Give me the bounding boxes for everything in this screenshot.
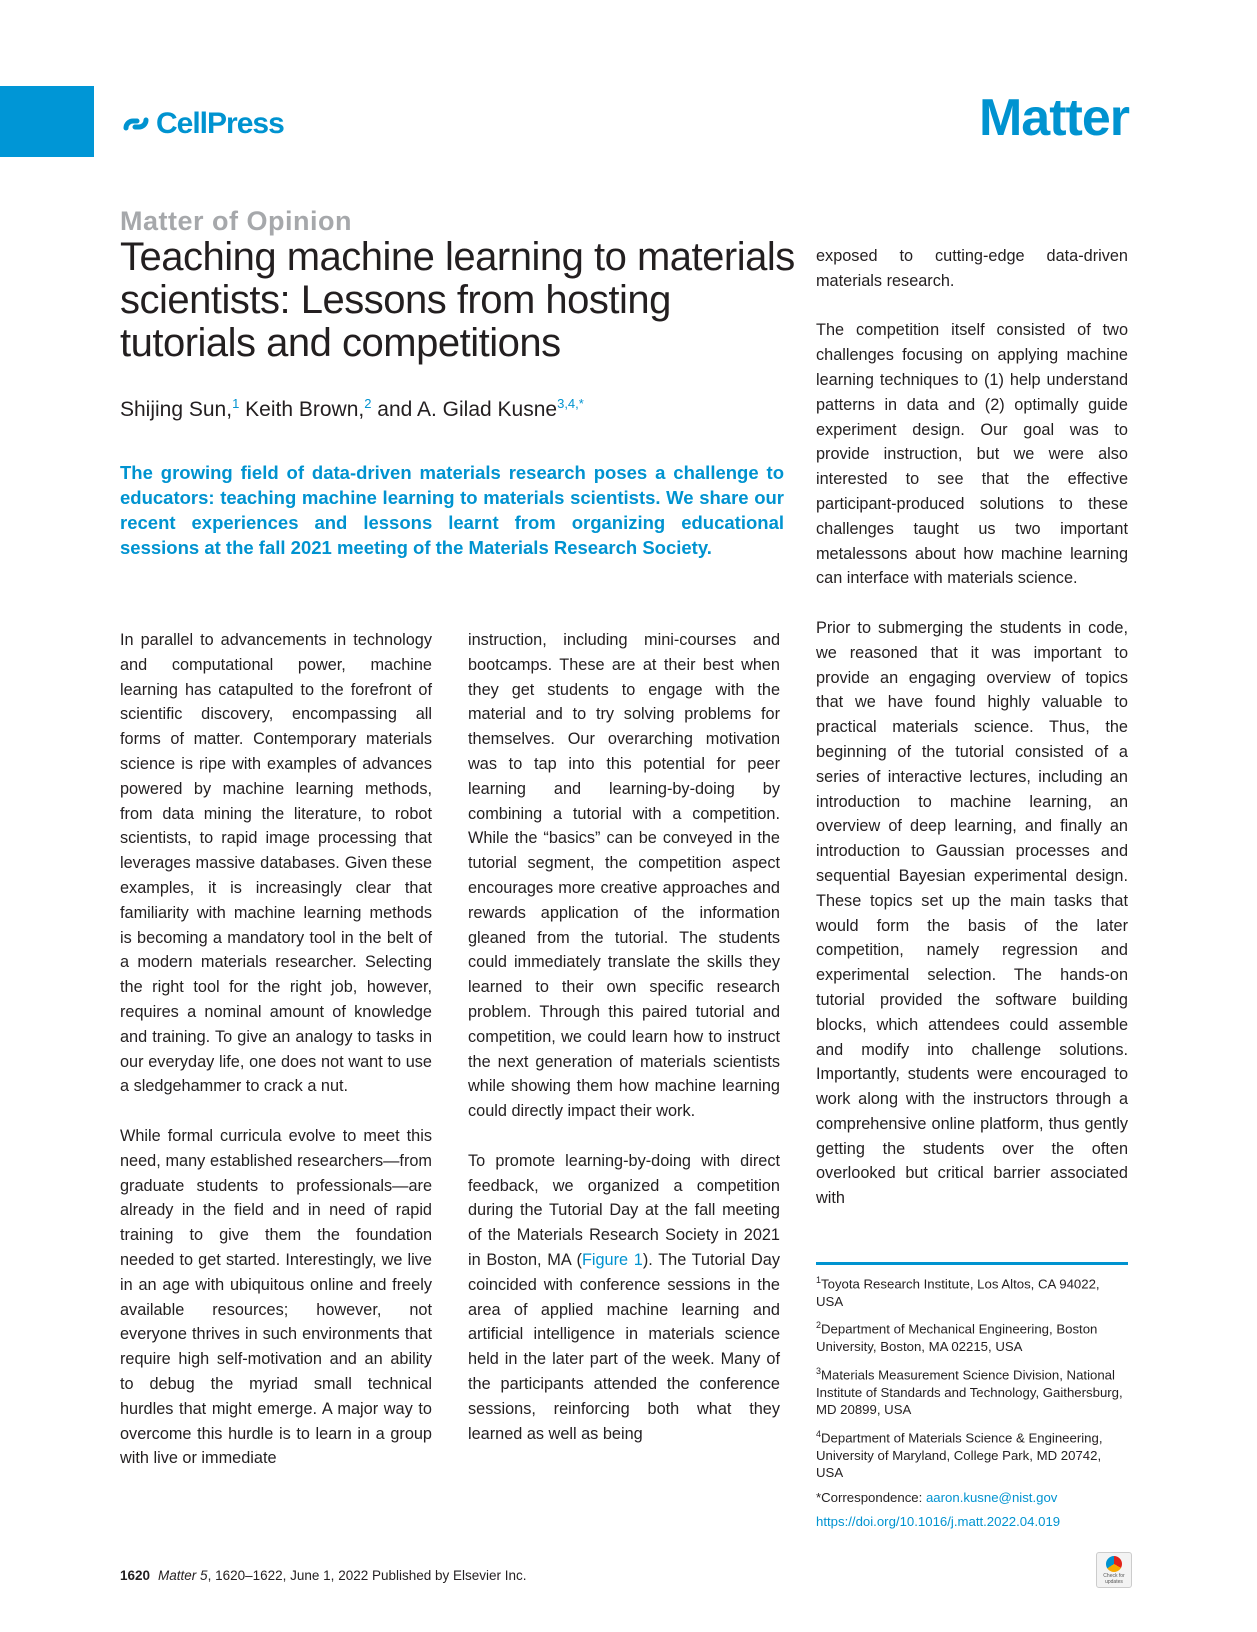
author-affiliation-link[interactable]: 3,4,* xyxy=(557,396,584,411)
affiliation-item xyxy=(816,1426,1128,1482)
check-for-updates-text: Check for updates xyxy=(1103,1573,1125,1585)
body-paragraph: While formal curricula evolve to meet this need, many established researchers—from graduate students to professionals—are already in the field and in need of rapid training to give them the foundation needed to get started. Interestingly, we live in an age with ubiquitous online and freely available resources; however, not everyone thrives in such environments that require high self-motivation and an ability to debug the myriad small technical hurdles that might emerge. A major way to overcome this hurdle is to learn in a group with live or immediate xyxy=(120,1126,432,1468)
body-paragraph: Prior to submerging the students in code, we reasoned that it was important to provide an engaging overview of topics that we have found highly valuable to practical materials science. Thus, the beginning of the tutorial consisted of a series of interactive lectures, including an introduction to machine learning, an overview of deep learning, and finally an introduction to Gaussian processes and sequential Bayesian experimental design. These topics set up the main tasks that would form the basis of the later competition, namely regression and experimental selection. The hands-on tutorial provided the software building blocks, which attendees could assemble and modify into challenge solutions. Importantly, students were encouraged to work along with the instructors through a comprehensive online platform, thus gently getting the students over the often overlooked but critical barrier associated with xyxy=(816,618,1128,1208)
affiliation-text: Department of Mechanical Engineering, Boston University, Boston, MA 02215, USA xyxy=(816,1321,1098,1355)
affiliation-item xyxy=(816,1272,1128,1310)
page-number: 1620 xyxy=(120,1568,151,1583)
doi xyxy=(816,1513,1128,1531)
affiliations-divider xyxy=(816,1262,1128,1265)
paragraph-text: To promote learning-by-doing with direct feedback, we organized a competition during the Tutorial Day at the fall meeting of the Materials Research Society in 2021 in Boston, MA ( xyxy=(468,1151,780,1269)
body-paragraph: exposed to cutting-edge data-driven materials research. xyxy=(816,247,1128,290)
brand-color-block xyxy=(0,86,94,157)
body-column-3 xyxy=(816,244,1128,1236)
affiliation-number: 2 xyxy=(816,1320,822,1331)
citation-journal: Matter 5 xyxy=(158,1568,208,1583)
body-paragraph: In parallel to advancements in technology and computational power, machine learning has catapulted to the forefront of scientific discovery, encompassing all forms of matter. Contemporary materials science is ripe with examples of advances powered by machine learning methods, from data mining the literature, to robot scientists, to rapid image processing that leverages massive databases. Given these examples, it is increasingly clear that familiarity with machine learning methods is becoming a mandatory tool in the belt of a modern materials researcher. Selecting the right tool for the right job, however, requires a nominal amount of knowledge and training. To give an analogy to tasks in our everyday life, one does not want to use a sledgehammer to crack a nut. xyxy=(120,631,432,1096)
check-for-updates-badge[interactable] xyxy=(1096,1552,1132,1588)
article-title: Teaching machine learning to materials scientists: Lessons from hosting tutorials and competitions xyxy=(120,235,795,365)
author-name: Keith Brown, xyxy=(245,398,365,421)
affiliation-text: Department of Materials Science & Engineering, University of Maryland, College Park, MD 20742, USA xyxy=(816,1430,1103,1481)
author-name: Shijing Sun, xyxy=(120,398,233,421)
body-column-2 xyxy=(468,628,780,1471)
cellpress-logo-icon xyxy=(120,108,152,140)
citation-details: , 1620–1622, June 1, 2022 Published by Elsevier Inc. xyxy=(207,1568,527,1583)
correspondence-label: *Correspondence: xyxy=(816,1489,926,1505)
body-column-1 xyxy=(120,628,432,1496)
section-label: Matter of Opinion xyxy=(120,206,352,236)
affiliation-number: 4 xyxy=(816,1428,822,1439)
cellpress-logo[interactable] xyxy=(120,104,284,144)
figure-1-link[interactable]: Figure 1 xyxy=(581,1250,643,1269)
check-for-updates-icon xyxy=(1106,1556,1122,1572)
author-affiliation-link[interactable]: 2 xyxy=(364,396,372,411)
correspondence xyxy=(816,1489,1128,1507)
author-list xyxy=(120,396,584,422)
affiliation-text: Materials Measurement Science Division, National Institute of Standards and Technology, Gaithersburg, MD 20899, USA xyxy=(816,1367,1123,1418)
abstract: The growing field of data-driven materials research poses a challenge to educators: teaching machine learning to materials scientists. We share our recent experiences and lessons learnt from organizing educational sessions at the fall 2021 meeting of the Materials Research Society. xyxy=(120,462,784,558)
doi-link[interactable]: https://doi.org/10.1016/j.matt.2022.04.019 xyxy=(816,1514,1061,1530)
author-name: and A. Gilad Kusne xyxy=(377,398,558,421)
cellpress-logo-text: CellPress xyxy=(156,107,284,140)
page-footer xyxy=(120,1568,527,1583)
affiliation-number: 1 xyxy=(816,1275,822,1285)
affiliation-text: Toyota Research Institute, Los Altos, CA 94022, USA xyxy=(816,1276,1100,1309)
paragraph-text: ). The Tutorial Day coincided with conference sessions in the area of applied machine learning and artificial intelligence in materials science held in the later part of the week. Many of the participants attended the conference sessions, reinforcing both what they learned as well as being xyxy=(468,1250,780,1443)
affiliations xyxy=(816,1272,1128,1538)
author-affiliation-link[interactable]: 1 xyxy=(232,396,240,411)
affiliation-number: 3 xyxy=(816,1365,822,1376)
correspondence-email-link[interactable]: aaron.kusne@nist.gov xyxy=(925,1489,1058,1505)
body-paragraph: instruction, including mini-courses and bootcamps. These are at their best when they get students to engage with the material and to try solving problems for themselves. Our overarching motivation was to tap into this potential for peer learning and learning-by-doing by combining a tutorial with a competition. While the “basics” can be conveyed in the tutorial segment, the competition aspect encourages more creative approaches and rewards application of the information gleaned from the tutorial. The students could immediately translate the skills they learned to their own specific research problem. Through this paired tutorial and competition, we could learn how to instruct the next generation of materials scientists while showing them how machine learning could directly impact their work. xyxy=(468,631,780,1121)
body-paragraph: The competition itself consisted of two challenges focusing on applying machine learning techniques to (1) help understand patterns in data and (2) optimally guide experiment design. Our goal was to provide instruction, but we were also interested to see that the effective participant-produced solutions to these challenges taught us two important metalessons about how machine learning can interface with materials science. xyxy=(816,321,1128,588)
affiliation-item xyxy=(816,1317,1128,1355)
journal-name: Matter xyxy=(978,89,1129,147)
affiliation-item xyxy=(816,1363,1128,1419)
body-paragraph xyxy=(468,1149,780,1447)
